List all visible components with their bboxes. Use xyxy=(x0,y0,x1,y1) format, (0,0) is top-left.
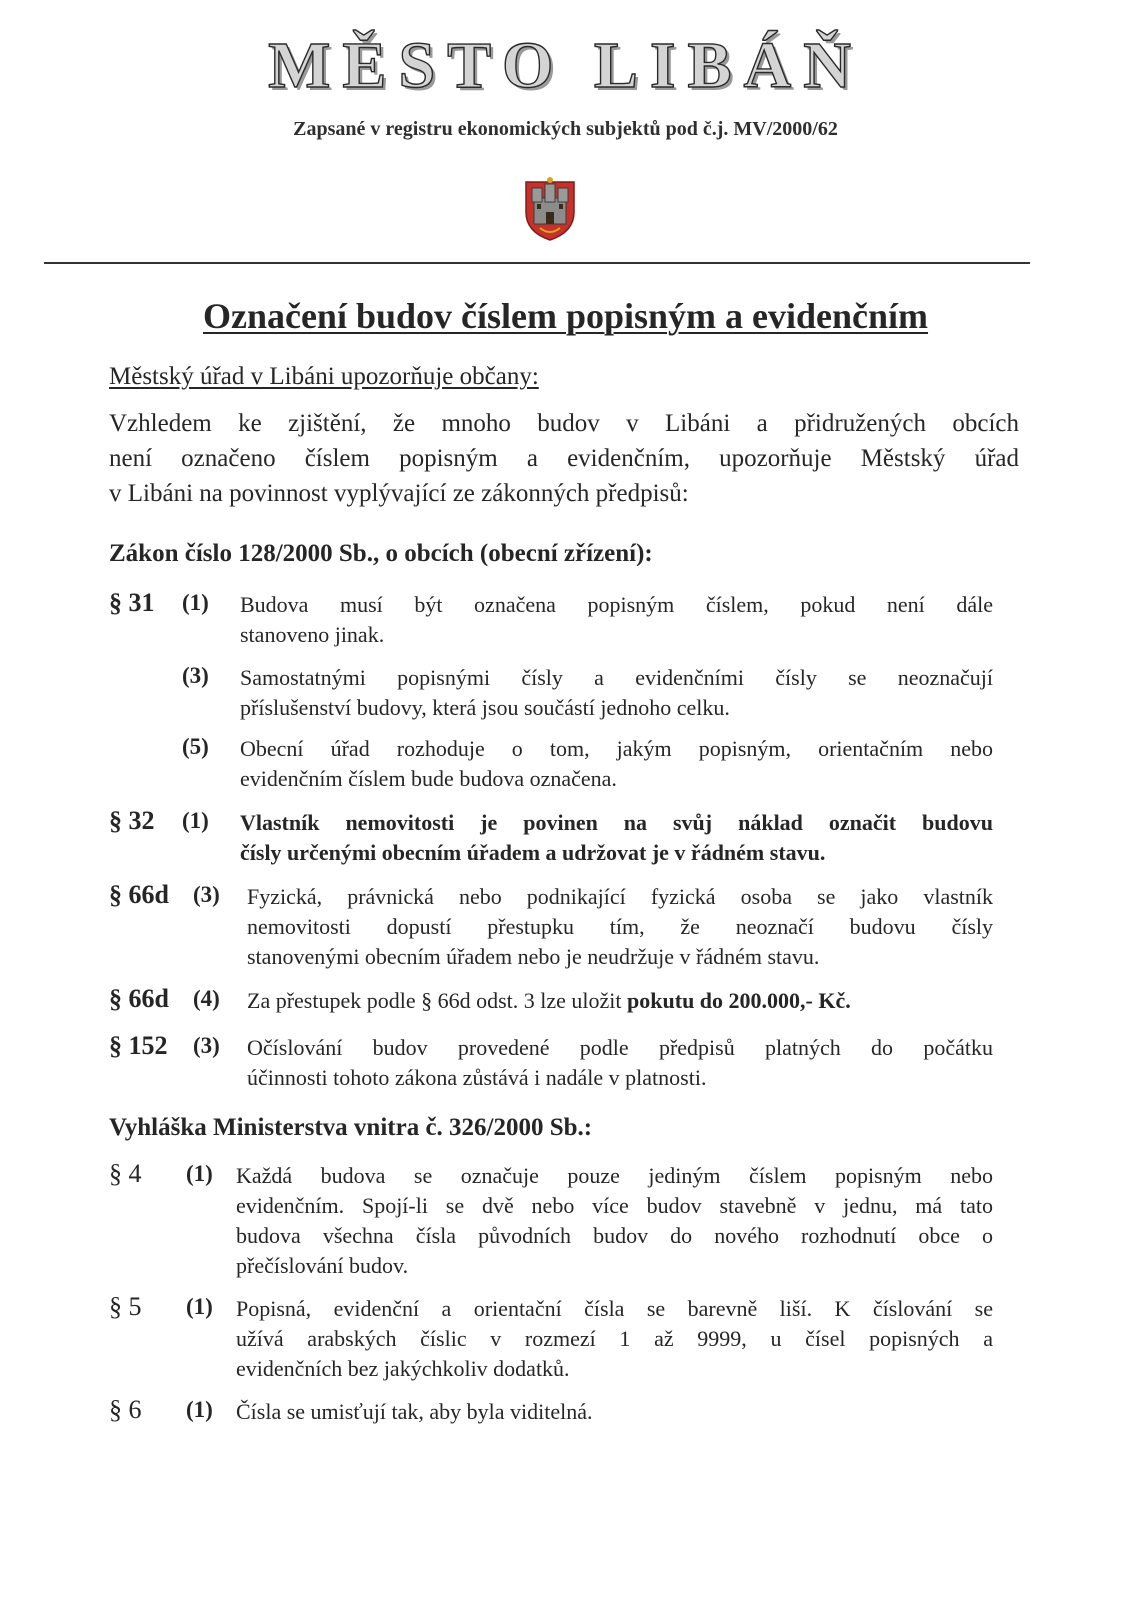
item-line: Budova musí být označena popisným číslem, pokud není dále xyxy=(240,592,993,617)
fine-amount: pokutu do 200.000,- Kč. xyxy=(627,988,851,1013)
item-line: Obecní úřad rozhoduje o tom, jakým popisným, orientačním nebo xyxy=(240,736,993,761)
section-number: § 6 xyxy=(109,1395,142,1424)
item-line: stanoveno jinak. xyxy=(240,622,385,647)
item-text xyxy=(236,1397,993,1427)
section-number: § 4 xyxy=(109,1159,142,1188)
item-line: budova všechna čísla původních budov do nového rozhodnutí obce o xyxy=(236,1223,993,1248)
item-text xyxy=(247,986,993,1016)
item-line: Za přestupek podle § 66d odst. 3 lze uložit xyxy=(247,988,628,1013)
item-line: evidenčním. Spojí-li se dvě nebo více budov stavebně v jednu, má tato xyxy=(236,1193,993,1218)
subsection-number: (5) xyxy=(182,734,209,759)
item-text xyxy=(236,1294,993,1384)
item-text xyxy=(240,590,993,650)
notice-heading: Městský úřad v Libáni upozorňuje občany: xyxy=(109,363,539,390)
intro-paragraph xyxy=(109,406,1019,511)
item-line: Vlastník nemovitosti je povinen na svůj náklad označit budovu xyxy=(240,810,993,835)
law-heading-128-2000: Zákon číslo 128/2000 Sb., o obcích (obecní zřízení): xyxy=(109,540,653,567)
item-line: stanovenými obecním úřadem nebo je neudržuje v řádném stavu. xyxy=(247,944,820,969)
item-line: účinnosti tohoto zákona zůstává i nadále v platnosti. xyxy=(247,1065,707,1090)
subsection-number: (1) xyxy=(186,1397,213,1422)
item-line: evidenčních bez jakýchkoliv dodatků. xyxy=(236,1356,570,1381)
city-name: MĚSTO LIBÁŇ xyxy=(268,29,863,102)
intro-line: v Libáni na povinnost vyplývající ze zákonných předpisů: xyxy=(109,480,689,507)
section-number: § 66d xyxy=(109,984,169,1013)
item-line: přečíslování budov. xyxy=(236,1253,409,1278)
item-text xyxy=(240,808,993,868)
header-divider xyxy=(44,262,1030,264)
subsection-number: (1) xyxy=(182,590,209,615)
item-line: nemovitosti dopustí přestupku tím, že neoznačí budovu čísly xyxy=(247,914,993,939)
intro-line: není označeno číslem popisným a evidenčním, upozorňuje Městský úřad xyxy=(109,445,1019,472)
subsection-number: (1) xyxy=(186,1161,213,1186)
decree-heading-326-2000: Vyhláška Ministerstva vnitra č. 326/2000 Sb.: xyxy=(109,1114,593,1141)
section-number: § 32 xyxy=(109,806,155,835)
section-number: § 152 xyxy=(109,1031,168,1060)
subsection-number: (4) xyxy=(193,986,220,1011)
subsection-number: (1) xyxy=(186,1294,213,1319)
coat-of-arms-icon xyxy=(520,176,580,242)
subsection-number: (3) xyxy=(193,882,220,907)
intro-line: Vzhledem ke zjištění, že mnoho budov v Libáni a přidružených obcích xyxy=(109,410,1019,437)
item-line: Samostatnými popisnými čísly a evidenčními čísly se neoznačují xyxy=(240,665,993,690)
registration-line: Zapsané v registru ekonomických subjektů pod č.j. MV/2000/62 xyxy=(293,118,838,140)
item-text xyxy=(247,1033,993,1093)
item-line: Fyzická, právnická nebo podnikající fyzická osoba se jako vlastník xyxy=(247,884,993,909)
item-line: příslušenství budovy, která jsou součástí jednoho celku. xyxy=(240,695,730,720)
item-line: Čísla se umisťují tak, aby byla viditelná. xyxy=(236,1399,593,1424)
item-text xyxy=(247,882,993,972)
item-line: Každá budova se označuje pouze jediným číslem popisným nebo xyxy=(236,1163,993,1188)
item-line: evidenčním číslem bude budova označena. xyxy=(240,766,617,791)
page-title: Označení budov číslem popisným a evidenčním xyxy=(202,296,929,336)
item-text xyxy=(236,1161,993,1281)
subsection-number: (3) xyxy=(182,663,209,688)
section-number: § 31 xyxy=(109,588,155,617)
item-line: užívá arabských číslic v rozmezí 1 až 9999, u čísel popisných a xyxy=(236,1326,993,1351)
subsection-number: (3) xyxy=(193,1033,220,1058)
item-line: Popisná, evidenční a orientační čísla se barevně liší. K číslování se xyxy=(236,1296,993,1321)
item-line: Očíslování budov provedené podle předpisů platných do počátku xyxy=(247,1035,993,1060)
subsection-number: (1) xyxy=(182,808,209,833)
section-number: § 5 xyxy=(109,1292,142,1321)
section-number: § 66d xyxy=(109,880,169,909)
item-text xyxy=(240,663,993,723)
item-line: čísly určenými obecním úřadem a udržovat je v řádném stavu. xyxy=(240,840,826,865)
item-text xyxy=(240,734,993,794)
